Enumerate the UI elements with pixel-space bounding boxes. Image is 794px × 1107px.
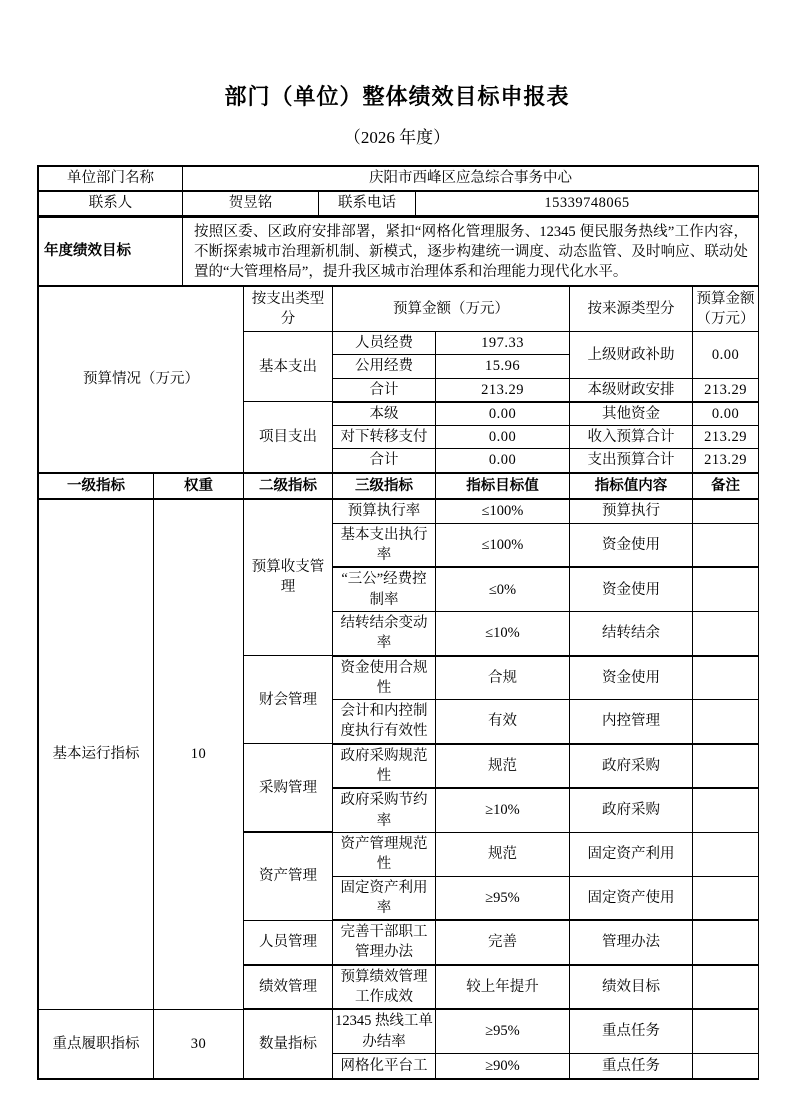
source-amount-cell: 0.00 xyxy=(693,402,759,426)
level2-cell: 数量指标 xyxy=(244,1009,333,1078)
target-cell: 规范 xyxy=(436,832,570,876)
target-cell: ≥90% xyxy=(436,1053,570,1078)
content-cell: 资金使用 xyxy=(570,656,693,700)
form-title: 部门（单位）整体绩效目标申报表 xyxy=(224,84,570,109)
level3-cell: 资产管理规范性 xyxy=(333,832,436,876)
source-item-cell: 支出预算合计 xyxy=(570,449,693,472)
budget-amount-cell: 0.00 xyxy=(436,402,570,426)
note-cell xyxy=(693,876,759,920)
indicator-table xyxy=(38,473,759,1079)
note-cell xyxy=(693,656,759,700)
annual-goal-label: 年度绩效目标 xyxy=(39,218,183,286)
budget-col-amount: 预算金额（万元） xyxy=(333,287,570,332)
note-cell xyxy=(693,611,759,655)
level3-cell: 12345 热线工单办结率 xyxy=(333,1009,436,1053)
level1-cell: 基本运行指标 xyxy=(39,499,154,1010)
level3-cell: 基本支出执行率 xyxy=(333,523,436,567)
indicator-header-cell: 权重 xyxy=(154,473,244,499)
level1-cell: 重点履职指标 xyxy=(39,1009,154,1078)
weight-cell: 30 xyxy=(154,1009,244,1078)
budget-item-cell: 对下转移支付 xyxy=(333,426,436,449)
budget-item-cell: 公用经费 xyxy=(333,355,436,378)
contact-label: 联系人 xyxy=(39,191,183,216)
budget-amount-cell: 15.96 xyxy=(436,355,570,378)
budget-col-source-type: 按来源类型分 xyxy=(570,287,693,332)
note-cell xyxy=(693,567,759,611)
level2-cell: 人员管理 xyxy=(244,920,333,965)
level3-cell: 结转结余变动率 xyxy=(333,611,436,655)
level2-cell: 资产管理 xyxy=(244,832,333,920)
content-cell: 重点任务 xyxy=(570,1009,693,1053)
unit-name-value: 庆阳市西峰区应急综合事务中心 xyxy=(183,167,759,192)
budget-amount-cell: 0.00 xyxy=(436,426,570,449)
note-cell xyxy=(693,832,759,876)
indicator-header-cell: 三级指标 xyxy=(333,473,436,499)
target-cell: 有效 xyxy=(436,700,570,744)
note-cell xyxy=(693,788,759,832)
target-cell: 规范 xyxy=(436,744,570,789)
target-cell: ≥95% xyxy=(436,1009,570,1053)
level2-cell: 预算收支管理 xyxy=(244,499,333,656)
note-cell xyxy=(693,744,759,789)
source-amount-cell: 213.29 xyxy=(693,449,759,472)
target-cell: ≥10% xyxy=(436,788,570,832)
budget-col-expense-type: 按支出类型分 xyxy=(244,287,333,332)
budget-section-label: 预算情况（万元） xyxy=(39,287,244,473)
content-cell: 预算执行 xyxy=(570,499,693,524)
source-item-cell: 本级财政安排 xyxy=(570,378,693,402)
note-cell xyxy=(693,920,759,965)
annual-goal-text: 按照区委、区政府安排部署，紧扣“网格化管理服务、12345 便民服务热线”工作内容，不断探索城市治理新机制、新模式，逐步构建统一调度、动态监管、及时响应、联动处置的“大管理格局”，提升我区城市治理体系和治理能力现代化水平。 xyxy=(183,218,759,286)
indicator-header-cell: 指标值内容 xyxy=(570,473,693,499)
source-amount-cell: 0.00 xyxy=(693,332,759,379)
budget-item-cell: 本级 xyxy=(333,402,436,426)
target-cell: ≤100% xyxy=(436,523,570,567)
target-cell: ≤10% xyxy=(436,611,570,655)
project-expense-label: 项目支出 xyxy=(244,402,333,472)
source-amount-cell: 213.29 xyxy=(693,378,759,402)
target-cell: ≥95% xyxy=(436,876,570,920)
content-cell: 资金使用 xyxy=(570,567,693,611)
level3-cell: 政府采购节约率 xyxy=(333,788,436,832)
level3-cell: 完善干部职工管理办法 xyxy=(333,920,436,965)
indicator-header-cell: 一级指标 xyxy=(39,473,154,499)
note-cell xyxy=(693,1009,759,1053)
indicator-header-cell: 指标目标值 xyxy=(436,473,570,499)
weight-cell: 10 xyxy=(154,499,244,1010)
note-cell xyxy=(693,965,759,1010)
level3-cell: 资金使用合规性 xyxy=(333,656,436,700)
phone-label: 联系电话 xyxy=(319,191,416,216)
level3-cell: “三公”经费控制率 xyxy=(333,567,436,611)
phone-value: 15339748065 xyxy=(416,191,759,216)
source-item-cell: 其他资金 xyxy=(570,402,693,426)
level2-cell: 财会管理 xyxy=(244,656,333,744)
form-subtitle: （2026 年度） xyxy=(343,128,451,147)
level3-cell: 预算执行率 xyxy=(333,499,436,524)
content-cell: 内控管理 xyxy=(570,700,693,744)
content-cell: 管理办法 xyxy=(570,920,693,965)
budget-item-cell: 合计 xyxy=(333,449,436,472)
declaration-table xyxy=(37,165,759,1080)
budget-amount-cell: 213.29 xyxy=(436,378,570,402)
target-cell: 较上年提升 xyxy=(436,965,570,1010)
level3-cell: 会计和内控制度执行有效性 xyxy=(333,700,436,744)
source-amount-cell: 213.29 xyxy=(693,426,759,449)
content-cell: 固定资产利用 xyxy=(570,832,693,876)
note-cell xyxy=(693,499,759,524)
budget-table xyxy=(38,286,759,473)
note-cell xyxy=(693,700,759,744)
budget-item-cell: 合计 xyxy=(333,378,436,402)
source-item-cell: 上级财政补助 xyxy=(570,332,693,379)
level2-cell: 绩效管理 xyxy=(244,965,333,1010)
content-cell: 政府采购 xyxy=(570,788,693,832)
contact-value: 贺昱铭 xyxy=(183,191,319,216)
target-cell: 合规 xyxy=(436,656,570,700)
source-item-cell: 收入预算合计 xyxy=(570,426,693,449)
content-cell: 资金使用 xyxy=(570,523,693,567)
level3-cell: 网格化平台工 xyxy=(333,1053,436,1078)
unit-info-table xyxy=(38,166,759,217)
budget-item-cell: 人员经费 xyxy=(333,332,436,355)
indicator-header-cell: 二级指标 xyxy=(244,473,333,499)
content-cell: 绩效目标 xyxy=(570,965,693,1010)
annual-goal-table xyxy=(38,217,759,286)
target-cell: ≤100% xyxy=(436,499,570,524)
content-cell: 固定资产使用 xyxy=(570,876,693,920)
content-cell: 政府采购 xyxy=(570,744,693,789)
level3-cell: 固定资产利用率 xyxy=(333,876,436,920)
indicator-header-cell: 备注 xyxy=(693,473,759,499)
note-cell xyxy=(693,523,759,567)
content-cell: 重点任务 xyxy=(570,1053,693,1078)
level3-cell: 预算绩效管理工作成效 xyxy=(333,965,436,1010)
note-cell xyxy=(693,1053,759,1078)
basic-expense-label: 基本支出 xyxy=(244,332,333,402)
target-cell: ≤0% xyxy=(436,567,570,611)
content-cell: 结转结余 xyxy=(570,611,693,655)
level2-cell: 采购管理 xyxy=(244,744,333,833)
target-cell: 完善 xyxy=(436,920,570,965)
budget-amount-cell: 0.00 xyxy=(436,449,570,472)
level3-cell: 政府采购规范性 xyxy=(333,744,436,789)
budget-amount-cell: 197.33 xyxy=(436,332,570,355)
budget-col-amount2: 预算金额（万元） xyxy=(693,287,759,332)
unit-name-label: 单位部门名称 xyxy=(39,167,183,192)
